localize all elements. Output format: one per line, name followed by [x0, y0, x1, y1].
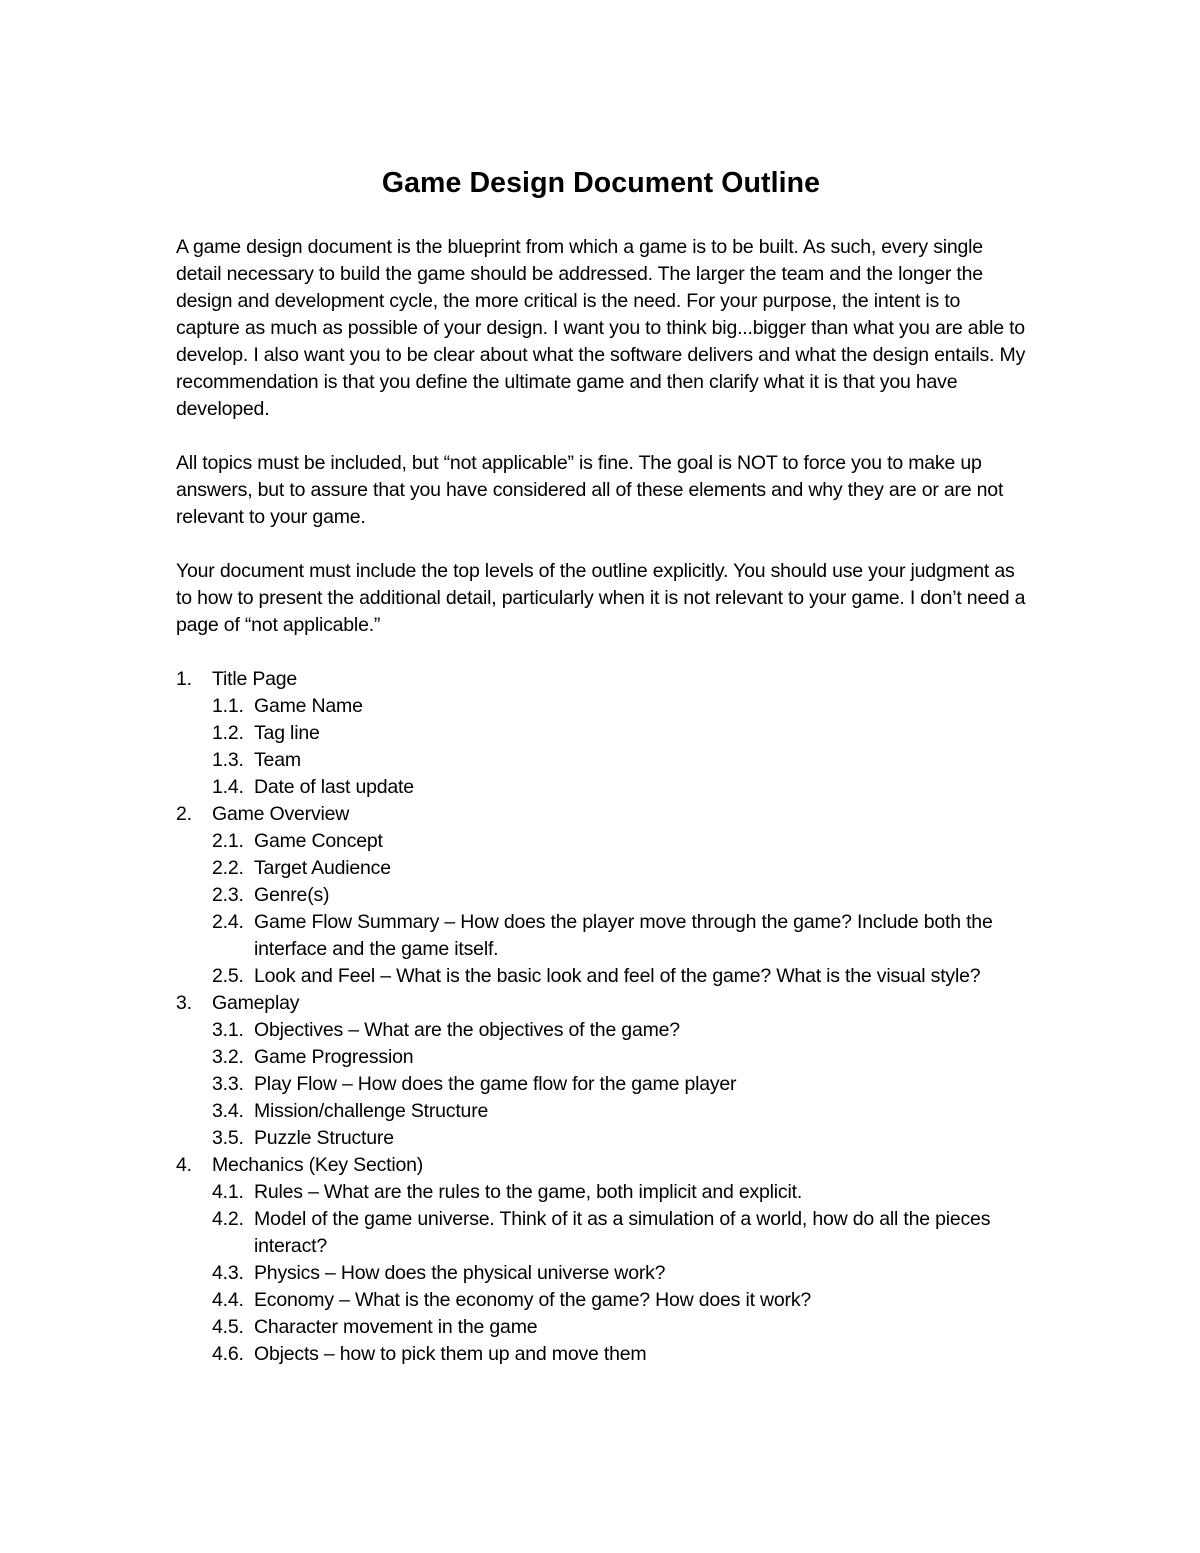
outline-subsection: [212, 774, 1026, 801]
outline-subsection-text: Objectives – What are the objectives of the game?: [254, 1019, 680, 1041]
requirements-paragraph: Your document must include the top levels of the outline explicitly. You should use your judgment as to how to present the additional detail, particularly when it is not relevant to your game. I don’t need a page of “not applicable.”: [176, 560, 1026, 636]
outline-subsection-text: Target Audience: [254, 857, 391, 879]
outline-subsection-list: [176, 1017, 1026, 1152]
outline-section: [176, 801, 1026, 990]
outline-subsection: [212, 855, 1026, 882]
outline-section-title: Gameplay: [212, 992, 300, 1014]
outline-subsection-number: 4.3.: [212, 1262, 244, 1284]
outline-subsection-text: Look and Feel – What is the basic look and feel of the game? What is the visual style?: [254, 965, 981, 987]
outline-subsection: [212, 747, 1026, 774]
outline-subsection-number: 2.5.: [212, 965, 244, 987]
outline-subsection-text: Model of the game universe. Think of it as a simulation of a world, how do all the pieces interact?: [254, 1208, 991, 1257]
outline-subsection: [212, 963, 1026, 990]
outline-section-title: Game Overview: [212, 803, 350, 825]
outline-subsection-text: Puzzle Structure: [254, 1127, 394, 1149]
outline-subsection: [212, 1071, 1026, 1098]
intro-paragraph: A game design document is the blueprint from which a game is to be built. As such, every single detail necessary to build the game should be addressed. The larger the team and the longer the design and development cycle, the more critical is the need. For your purpose, the intent is to capture as much as possible of your design. I want you to think big...bigger than what you are able to develop. I also want you to be clear about what the software delivers and what the design entails. My recommendation is that you define the ultimate game and then clarify what it is that you have developed.: [176, 236, 1026, 420]
outline-section: [176, 990, 1026, 1152]
outline-subsection: [212, 1044, 1026, 1071]
outline-subsection-list: [176, 1179, 1026, 1368]
outline-subsection: [212, 1314, 1026, 1341]
outline-subsection-text: Objects – how to pick them up and move them: [254, 1343, 647, 1365]
outline-section-number: 1.: [176, 668, 192, 690]
outline-subsection: [212, 1179, 1026, 1206]
outline-subsection-list: [176, 693, 1026, 801]
outline-subsection-text: Tag line: [254, 722, 320, 744]
outline-subsection: [212, 882, 1026, 909]
outline-section: [176, 1152, 1026, 1368]
topics-paragraph: All topics must be included, but “not applicable” is fine. The goal is NOT to force you to make up answers, but to assure that you have considered all of these elements and why they are or are not relevant to your game.: [176, 452, 1004, 528]
document-title: Game Design Document Outline: [381, 167, 821, 199]
outline-subsection-number: 1.3.: [212, 749, 244, 771]
outline-subsection-number: 4.1.: [212, 1181, 244, 1203]
outline-subsection: [212, 1017, 1026, 1044]
outline-subsection: [212, 1098, 1026, 1125]
outline-subsection: [212, 1125, 1026, 1152]
outline-subsection-number: 1.4.: [212, 776, 244, 798]
outline-subsection-number: 2.2.: [212, 857, 244, 879]
outline-subsection-number: 4.2.: [212, 1208, 244, 1230]
outline-subsection-text: Game Name: [254, 695, 363, 717]
outline-subsection-number: 3.4.: [212, 1100, 244, 1122]
outline-subsection-text: Game Progression: [254, 1046, 414, 1068]
outline-subsection-number: 4.5.: [212, 1316, 244, 1338]
outline-subsection-number: 3.3.: [212, 1073, 244, 1095]
outline-subsection: [212, 1287, 1026, 1314]
outline-subsection-text: Game Flow Summary – How does the player move through the game? Include both the interface and the game itself.: [254, 911, 993, 960]
outline-subsection-text: Game Concept: [254, 830, 383, 852]
outline-section-number: 3.: [176, 992, 192, 1014]
outline-section-heading: [176, 801, 1026, 828]
outline-section-title: Title Page: [212, 668, 298, 690]
outline-subsection-number: 4.6.: [212, 1343, 244, 1365]
outline-subsection: [212, 1206, 1026, 1260]
outline-subsection-text: Mission/challenge Structure: [254, 1100, 489, 1122]
outline-subsection-number: 4.4.: [212, 1289, 244, 1311]
outline-subsection-text: Team: [254, 749, 301, 771]
outline-subsection-number: 1.1.: [212, 695, 244, 717]
outline-subsection-text: Genre(s): [254, 884, 330, 906]
outline-subsection-text: Character movement in the game: [254, 1316, 538, 1338]
outline-subsection: [212, 1341, 1026, 1368]
outline-subsection: [212, 909, 1026, 963]
outline-subsection-number: 2.1.: [212, 830, 244, 852]
outline-subsection-list: [176, 828, 1026, 990]
outline-section-heading: [176, 666, 1026, 693]
outline-subsection: [212, 1260, 1026, 1287]
outline-subsection-number: 2.4.: [212, 911, 244, 933]
outline-subsection-number: 3.5.: [212, 1127, 244, 1149]
outline-subsection-text: Rules – What are the rules to the game, both implicit and explicit.: [254, 1181, 803, 1203]
outline-subsection: [212, 693, 1026, 720]
outline-subsection: [212, 828, 1026, 855]
outline-subsection-number: 1.2.: [212, 722, 244, 744]
outline-subsection-text: Date of last update: [254, 776, 414, 798]
outline-subsection-text: Physics – How does the physical universe work?: [254, 1262, 666, 1284]
outline-section: [176, 666, 1026, 801]
outline-subsection-text: Play Flow – How does the game flow for the game player: [254, 1073, 737, 1095]
document-content: [176, 166, 1026, 1368]
outline-section-number: 4.: [176, 1154, 192, 1176]
outline-section-heading: [176, 990, 1026, 1017]
outline-section-number: 2.: [176, 803, 192, 825]
outline-list: [176, 666, 1026, 1368]
outline-section-heading: [176, 1152, 1026, 1179]
outline-subsection-text: Economy – What is the economy of the game? How does it work?: [254, 1289, 812, 1311]
outline-section-title: Mechanics (Key Section): [212, 1154, 424, 1176]
outline-subsection-number: 2.3.: [212, 884, 244, 906]
outline-subsection-number: 3.1.: [212, 1019, 244, 1041]
outline-subsection-number: 3.2.: [212, 1046, 244, 1068]
outline-subsection: [212, 720, 1026, 747]
